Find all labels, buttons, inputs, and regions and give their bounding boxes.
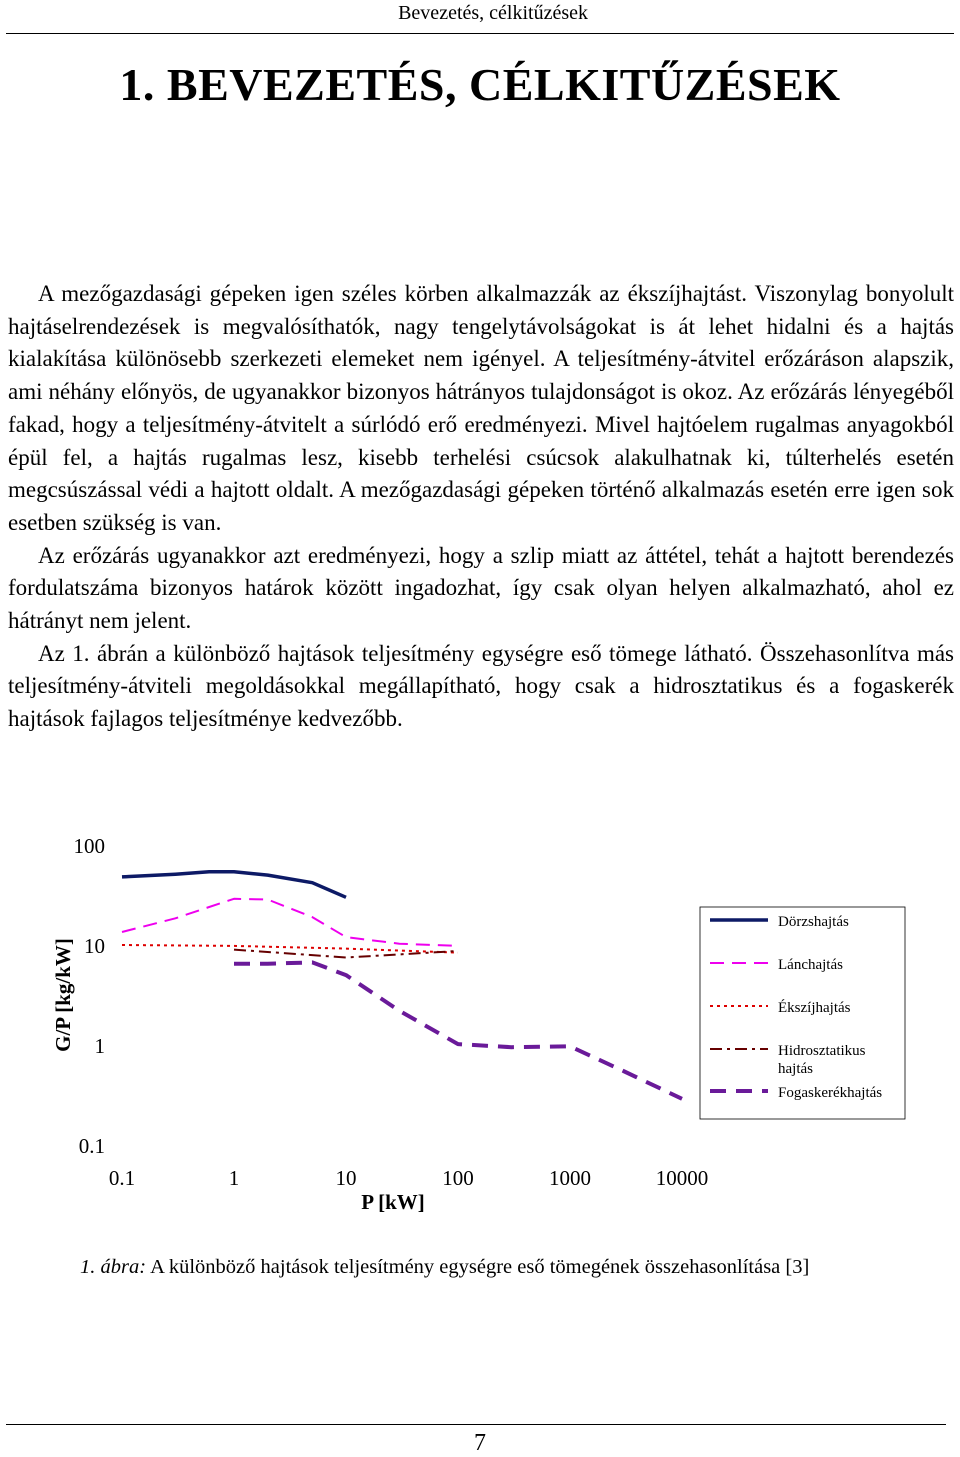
x-axis-title: P [kW] xyxy=(361,1190,425,1214)
footer-rule xyxy=(6,1424,946,1425)
running-header: Bevezetés, célkitűzések xyxy=(398,2,588,24)
x-tick-label: 1000 xyxy=(549,1166,591,1190)
y-tick-label: 10 xyxy=(84,934,105,958)
series-line-1 xyxy=(122,872,346,898)
figure-1 xyxy=(0,825,960,1225)
chapter-title: 1. BEVEZETÉS, CÉLKITŰZÉSEK xyxy=(119,59,841,110)
page-number: 7 xyxy=(474,1430,486,1456)
paragraph-2: Az erőzárás ugyanakkor azt eredményezi, hogy a szlip miatt az áttétel, tehát a hajtott berendezés fordulatszáma bizonyos határok között ingadozhat, így csak olyan helyen alkalmazható, ahol ez hátrányt nem jelent. xyxy=(8,542,954,634)
y-tick-label: 1 xyxy=(94,1034,105,1058)
caption-text: A különböző hajtások teljesítmény egységre eső tömegének összehasonlítása [3] xyxy=(150,1256,810,1278)
figure-caption xyxy=(80,1256,809,1279)
legend-label: Hidrosztatikus hajtás xyxy=(778,1043,866,1077)
paragraph-1: A mezőgazdasági gépeken igen széles körben alkalmazzák az ékszíjhajtást. Viszonylag bonyolult hajtáselrendezések is megvalósíthatók, nagy tengelytávolságokat is át lehet hidalni és a hajtás kialakítása különösebb szerkezeti elemeket nem igényel. A teljesítmény-átvitel erőzáráson alapszik, ami néhány előnyös, de ugyanakkor bizonyos hátrányos tulajdonságot is okoz. Az erőzárás lényegéből fakad, hogy a teljesítmény-átvitelt a súrlódó erő eredményezi. Mivel hajtóelem rugalmas anyagokból épül fel, a hajtás rugalmas lesz, kisebb terhelési csúcsok alakulhatnak ki, túlterhelés esetén megcsúszással védi a hajtott oldalt. A mezőgazdasági gépeken történő alkalmazás esetén erre igen sok esetben szükség is van. xyxy=(8,281,954,535)
x-tick-label: 0.1 xyxy=(108,1166,136,1190)
body-text xyxy=(8,278,954,736)
legend-label: Ékszíjhajtás xyxy=(778,1000,851,1016)
series-line-3 xyxy=(122,945,458,953)
series-group xyxy=(122,872,682,1099)
y-tick-label: 0.1 xyxy=(78,1134,105,1158)
paragraph-3: Az 1. ábrán a különböző hajtások teljesítmény egységre eső tömege látható. Összehasonlítva más teljesítmény-átviteli megoldásokkal megállapítható, hogy csak a hidrosztatikus és a fogaskerék hajtások fajlagos teljesítménye kedvezőbb. xyxy=(8,640,954,732)
y-tick-label: 100 xyxy=(73,834,105,858)
series-line-2 xyxy=(122,899,458,946)
legend xyxy=(700,907,905,1119)
legend-label: Lánchajtás xyxy=(778,957,843,973)
x-tick-label: 10 xyxy=(335,1166,357,1190)
caption-label: 1. ábra: xyxy=(80,1256,147,1278)
axes-group xyxy=(51,834,708,1214)
x-tick-label: 100 xyxy=(442,1166,474,1190)
y-axis-title: G/P [kg/kW] xyxy=(51,938,75,1052)
legend-label: Fogaskerékhajtás xyxy=(778,1085,883,1101)
comparison-chart xyxy=(0,825,960,1225)
header-rule xyxy=(6,33,954,34)
x-tick-label: 10000 xyxy=(655,1166,709,1190)
x-tick-label: 1 xyxy=(228,1166,240,1190)
legend-label: Dörzshajtás xyxy=(778,914,849,930)
series-line-5 xyxy=(234,962,682,1098)
